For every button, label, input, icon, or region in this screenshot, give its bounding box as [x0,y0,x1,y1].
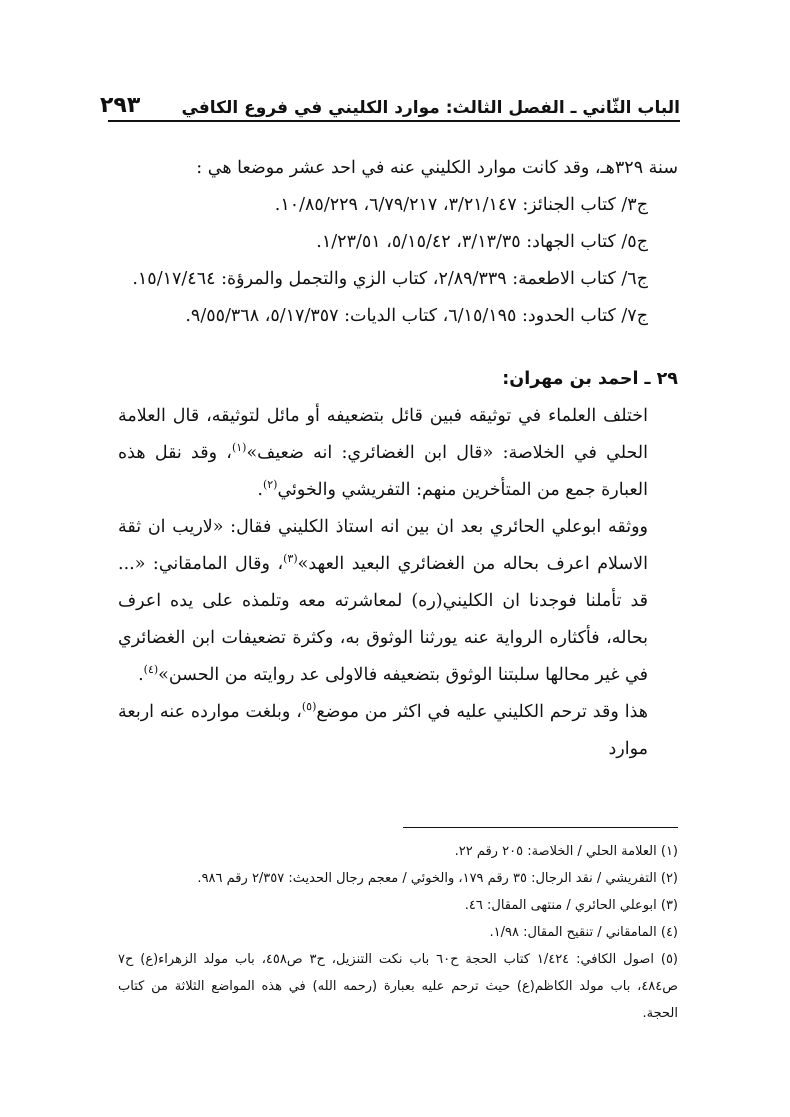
list-item: ج٧/ كتاب الحدود: ٦/١٥/١٩٥، كتاب الديات: ٥/١٧/٣٥٧، ٩/٥٥/٣٦٨. [185,306,648,326]
footnote: (٤) المامقاني / تنقيح المقال: ١/٩٨. [489,925,678,940]
list-item: ج٥/ كتاب الجهاد: ٣/١٣/٣٥، ٥/١٥/٤٢، ١/٢٣/٥١. [316,232,648,252]
paragraph [118,694,678,768]
footnote: (٥) اصول الكافي: ١/٤٢٤ كتاب الحجة ح٦٠ باب نكت التنزيل، ح٣ ص٤٥٨، باب مولد الزهراء(ع) ح٧ ص٤٨٤، باب مولد الكاظم(ع) حيث ترحم عليه بعبارة (رحمه الله) في هذه المواضع الثلاثة من كتاب الحجة. [118,952,678,1021]
running-head-title: الباب الثّاني ـ الفصل الثالث: موارد الكليني في فروع الكافي [181,98,680,118]
header-divider [108,120,680,122]
paragraph-text: اختلف العلماء في توثيقه فبين قائل بتضعيفه أو مائل لتوثيقه، قال العلامة الحلي في الخلاصة: «قال ابن الغضائري: انه ضعيف» [118,406,648,463]
footnote-divider [403,827,678,828]
page-number: ٢٩٣ [100,93,141,118]
main-text [118,150,678,768]
footnote-ref[interactable]: (٥) [301,700,317,714]
section-heading: ٢٩ ـ احمد بن مهران: [502,369,678,389]
paragraph-text: . [257,480,263,500]
paragraph-text: . [138,665,144,685]
footnote-ref[interactable]: (١) [231,441,247,455]
paragraph-text: ، وبلغت موارده عنه اربعة موارد [118,702,648,759]
list-item: ج٦/ كتاب الاطعمة: ٢/٨٩/٣٣٩، كتاب الزي والتجمل والمرؤة: ١٥/١٧/٤٦٤. [132,269,648,289]
footnote-ref[interactable]: (٢) [262,478,278,492]
paragraph [118,509,678,694]
running-head [100,84,680,118]
section-spacer [118,335,678,361]
paragraph-text: ، وقال المامقاني: «... قد تأملنا فوجدنا ان الكليني(ره) لمعاشرته معه وتلمذه على يده اعرف بحاله، فأكثاره الرواية عنه يورثنا الوثوق به، وكثرة تضعيفات ابن الغضائري في غير محالها سلبتنا الوثوق بتضعيفه فالاولى عد روايته من الحسن» [118,554,648,685]
paragraph [118,398,678,509]
footnote: (١) العلامة الحلي / الخلاصة: ٢٠٥ رقم ٢٢. [454,844,678,859]
footnote-ref[interactable]: (٣) [283,552,298,566]
list-item: ج٣/ كتاب الجنائز: ٣/٢١/١٤٧، ٦/٧٩/٢١٧، ١٠/٨٥/٢٢٩. [274,195,648,215]
footnotes [118,838,678,1027]
paragraph-text: هذا وقد ترحم الكليني عليه في اكثر من موضع [316,702,648,722]
intro-line: سنة ٣٢٩هـ، وقد كانت موارد الكليني عنه في احد عشر موضعا هي : [196,158,678,178]
footnote: (٢) التفريشي / نقد الرجال: ٣٥ رقم ١٧٩، والخوئي / معجم رجال الحديث: ٢/٣٥٧ رقم ٩٨٦. [197,871,678,886]
footnote: (٣) ابوعلي الحائري / منتهى المقال: ٤٦. [464,898,678,913]
footnote-ref[interactable]: (٤) [143,663,159,677]
paragraph-text: ووثقه ابوعلي الحائري بعد ان بين انه استاذ الكليني فقال: «لاريب ان ثقة الاسلام اعرف بحاله من الغضائري البعيد العهد» [118,517,648,574]
paragraph-text: ، وقد نقل هذه العبارة جمع من المتأخرين منهم: التفريشي والخوئي [118,443,648,500]
